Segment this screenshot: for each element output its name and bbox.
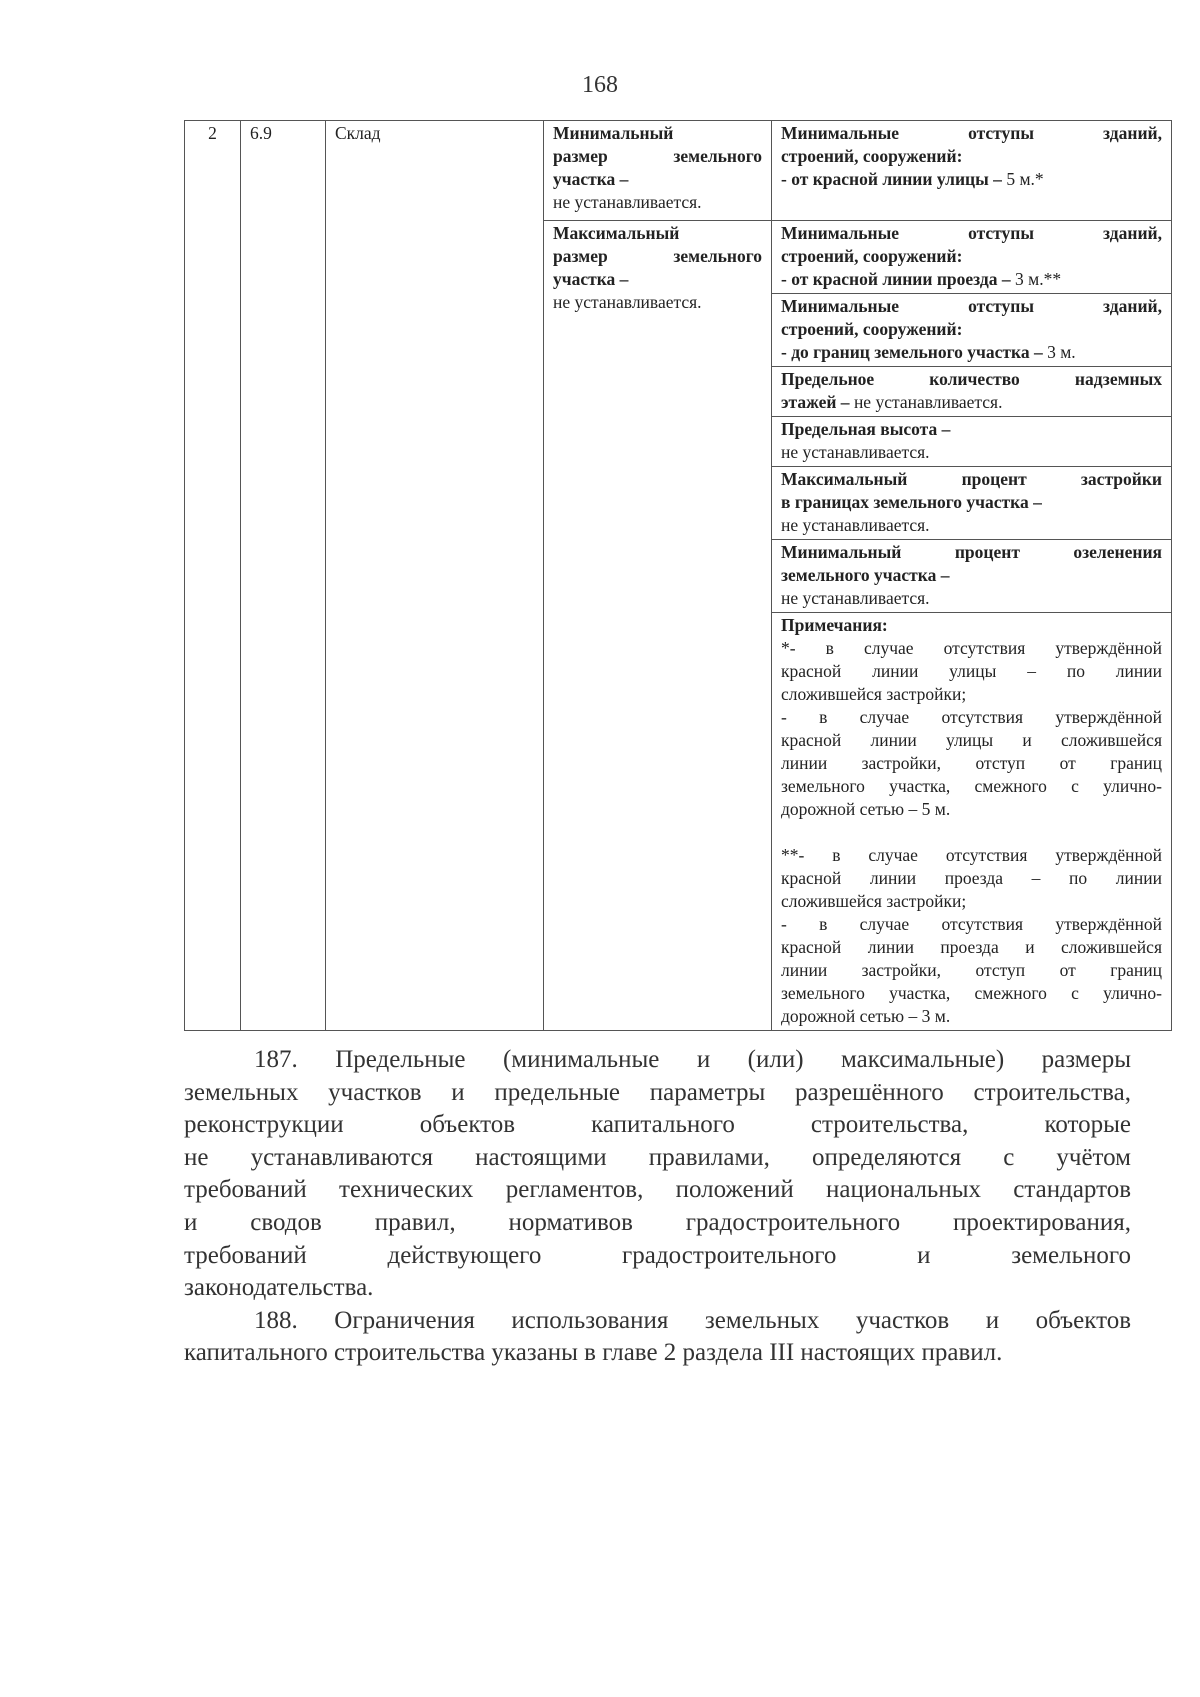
param-setback-street-cell: [772, 121, 1172, 221]
param-greenery-cell: [772, 540, 1172, 613]
paragraph-line: 187. Предельные (минимальные и (или) максимальные) размеры: [254, 1046, 1131, 1073]
note-line: сложившейся застройки;: [781, 684, 967, 704]
note-line: - в случае отсутствия утверждённой: [781, 914, 1162, 934]
max-size-title-2: размер земельного: [553, 246, 762, 266]
row-number-cell: [185, 121, 241, 1031]
page-number: 168: [582, 72, 618, 98]
note-line: линии застройки, отступ от границ: [781, 960, 1162, 980]
note-line: *- в случае отсутствия утверждённой: [781, 638, 1162, 658]
param-2-line-3: - от красной линии проезда –: [781, 269, 1011, 289]
param-7-line-1: Минимальный процент озеленения: [781, 542, 1162, 562]
param-floors-cell: [772, 367, 1172, 417]
note-line: сложившейся застройки;: [781, 891, 967, 911]
note-line: линии застройки, отступ от границ: [781, 753, 1162, 773]
notes-title: Примечания:: [781, 615, 888, 635]
note-line: дорожной сетью – 5 м.: [781, 799, 951, 819]
notes-cell: [772, 613, 1172, 1031]
note-line: земельного участка, смежного с улично-: [781, 776, 1162, 796]
zoning-parameters-table: [184, 120, 1172, 1031]
max-plot-size-cell: [544, 221, 772, 1031]
param-1-line-3: - от красной линии улицы –: [781, 169, 1002, 189]
param-1-value: 5 м.*: [1001, 169, 1044, 189]
param-5-value: не устанавливается.: [781, 442, 930, 462]
max-size-title-3: участка –: [553, 269, 629, 289]
note-line: **- в случае отсутствия утверждённой: [781, 845, 1162, 865]
note-line: красной линии улицы – по линии: [781, 661, 1162, 681]
paragraph-line: земельных участков и предельные параметры разрешённого строительства,: [184, 1078, 1131, 1106]
paragraph-line: и сводов правил, нормативов градостроительного проектирования,: [184, 1208, 1131, 1236]
paragraph-188: [184, 1305, 1131, 1370]
param-1-line-1: Минимальные отступы зданий,: [781, 123, 1162, 143]
use-name-cell: [326, 121, 544, 1031]
param-3-line-1: Минимальные отступы зданий,: [781, 296, 1162, 316]
param-4-line-2: этажей –: [781, 392, 850, 412]
note-line: красной линии проезда – по линии: [781, 868, 1162, 888]
param-4-value: не устанавливается.: [849, 392, 1003, 412]
param-6-line-1: Максимальный процент застройки: [781, 469, 1162, 489]
note-line: красной линии проезда и сложившейся: [781, 937, 1162, 957]
param-setback-boundary-cell: [772, 294, 1172, 367]
paragraph-line: не устанавливаются настоящими правилами, определяются с учётом: [184, 1143, 1131, 1171]
note-line: - в случае отсутствия утверждённой: [781, 707, 1162, 727]
code-cell: [241, 121, 326, 1031]
min-size-value: не устанавливается.: [553, 192, 702, 212]
use-name: Склад: [335, 123, 381, 143]
param-7-line-2: земельного участка –: [781, 565, 950, 585]
min-size-title-3: участка –: [553, 169, 629, 189]
paragraph-line: требований действующего градостроительного и земельного: [184, 1241, 1131, 1269]
param-coverage-cell: [772, 467, 1172, 540]
param-1-line-2: строений, сооружений:: [781, 146, 963, 166]
min-plot-size-cell: [544, 121, 772, 221]
max-size-value: не устанавливается.: [553, 292, 702, 312]
param-3-value: 3 м.: [1042, 342, 1076, 362]
note-line: дорожной сетью – 3 м.: [781, 1006, 951, 1026]
paragraph-line: реконструкции объектов капитального строительства, которые: [184, 1111, 1131, 1139]
note-line: красной линии улицы и сложившейся: [781, 730, 1162, 750]
param-7-value: не устанавливается.: [781, 588, 930, 608]
paragraph-line: капитального строительства указаны в главе 2 раздела III настоящих правил.: [184, 1339, 1003, 1367]
param-6-line-2: в границах земельного участка –: [781, 492, 1042, 512]
table-row: [185, 121, 1172, 221]
min-size-title-2: размер земельного: [553, 146, 762, 166]
param-3-line-3: - до границ земельного участка –: [781, 342, 1043, 362]
param-3-line-2: строений, сооружений:: [781, 319, 963, 339]
param-6-value: не устанавливается.: [781, 515, 930, 535]
param-4-line-1: Предельное количество надземных: [781, 369, 1162, 389]
param-2-line-2: строений, сооружений:: [781, 246, 963, 266]
notes-spacer: [781, 821, 1162, 844]
param-setback-driveway-cell: [772, 221, 1172, 294]
use-code: 6.9: [250, 123, 272, 143]
paragraph-187: [184, 1044, 1131, 1305]
paragraph-line: законодательства.: [184, 1274, 374, 1302]
body-text: [184, 1044, 1131, 1370]
note-line: земельного участка, смежного с улично-: [781, 983, 1162, 1003]
param-height-cell: [772, 417, 1172, 467]
param-2-value: 3 м.**: [1010, 269, 1062, 289]
paragraph-line: требований технических регламентов, положений национальных стандартов: [184, 1176, 1131, 1204]
paragraph-line: 188. Ограничения использования земельных участков и объектов: [254, 1306, 1131, 1334]
param-5-line-1: Предельная высота –: [781, 419, 951, 439]
row-number: 2: [208, 123, 217, 143]
max-size-title-1: Максимальный: [553, 223, 680, 243]
param-2-line-1: Минимальные отступы зданий,: [781, 223, 1162, 243]
min-size-title-1: Минимальный: [553, 123, 674, 143]
